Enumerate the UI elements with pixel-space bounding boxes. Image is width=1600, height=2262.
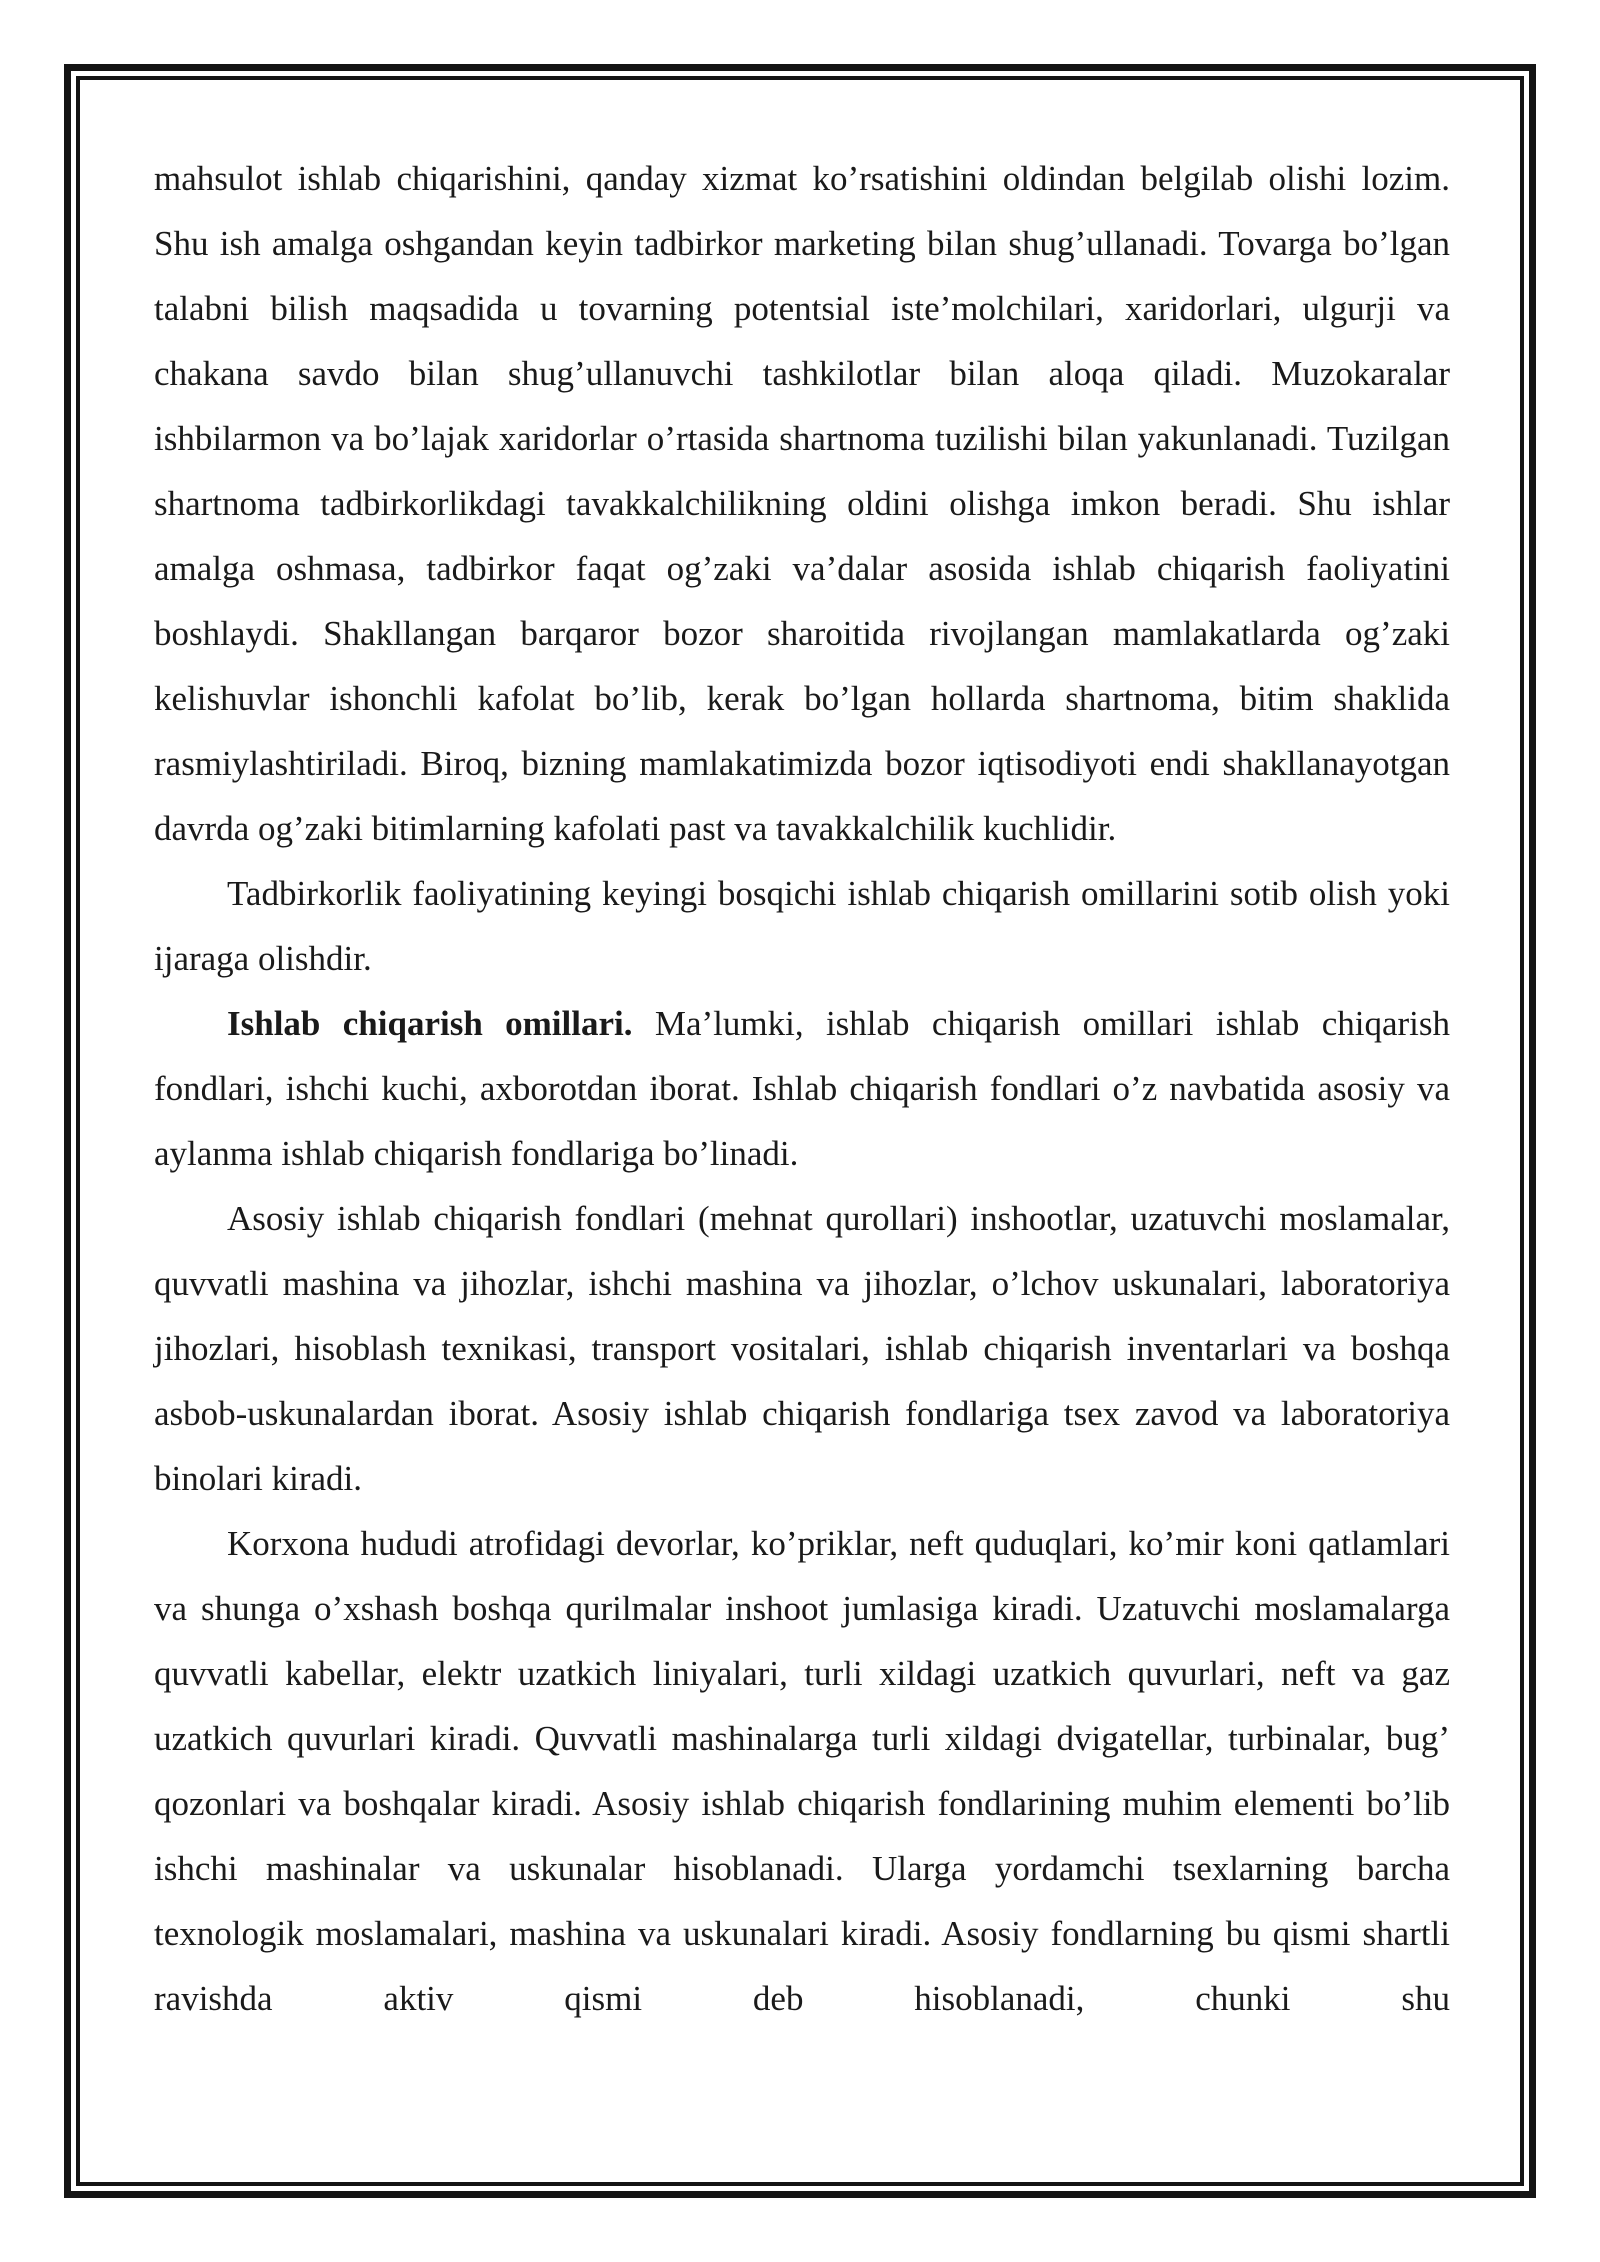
paragraph-2-text: Tadbirkorlik faoliyatining keyingi bosqichi ishlab chiqarish omillarini sotib olish yoki ijaraga olishdir. (154, 874, 1450, 978)
paragraph-5-text: Korxona hududi atrofidagi devorlar, ko’priklar, neft quduqlari, ko’mir koni qatlamlari va shunga o’xshash boshqa qurilmalar inshoot jumlasiga kiradi. Uzatuvchi moslamalarga quvvatli kabellar, elektr uzatkich liniyalari, turli xildagi uzatkich quvurlari, neft va gaz uzatkich quvurlari kiradi. Quvvatli mashinalarga turli xildagi dvigatellar, turbinalar, bug’ qozonlari va boshqalar kiradi. Asosiy ishlab chiqarish fondlarining muhim elementi bo’lib ishchi mashinalar va uskunalar hisoblanadi. Ularga yordamchi tsexlarning barcha texnologik moslamalari, mashina va uskunalari kiradi. Asosiy fondlarning bu qismi shartli ravishda aktiv qismi deb hisoblanadi, chunki shu (154, 1524, 1450, 2018)
page-body (154, 146, 1450, 2031)
paragraph-3 (154, 991, 1450, 1186)
paragraph-1-text: mahsulot ishlab chiqarishini, qanday xizmat ko’rsatishini oldindan belgilab olishi lozim. Shu ish amalga oshgandan keyin tadbirkor marketing bilan shug’ullanadi. Tovarga bo’lgan talabni bilish maqsadida u tovarning potentsial iste’molchilari, xaridorlari, ulgurji va chakana savdo bilan shug’ullanuvchi tashkilotlar bilan aloqa qiladi. Muzokaralar ishbilarmon va bo’lajak xaridorlar o’rtasida shartnoma tuzilishi bilan yakunlanadi. Tuzilgan shartnoma tadbirkorlikdagi tavakkalchilikning oldini olishga imkon beradi. Shu ishlar amalga oshmasa, tadbirkor faqat og’zaki va’dalar asosida ishlab chiqarish faoliyatini boshlaydi. Shakllangan barqaror bozor sharoitida rivojlangan mamlakatlarda og’zaki kelishuvlar ishonchli kafolat bo’lib, kerak bo’lgan hollarda shartnoma, bitim shaklida rasmiylashtiriladi. Biroq, bizning mamlakatimizda bozor iqtisodiyoti endi shakllanayotgan davrda og’zaki bitimlarning kafolati past va tavakkalchilik kuchlidir. (154, 159, 1450, 848)
paragraph-3-text: Ma’lumki, ishlab chiqarish omillari ishlab chiqarish fondlari, ishchi kuchi, axborotdan iborat. Ishlab chiqarish fondlari o’z navbatida asosiy va aylanma ishlab chiqarish fondlariga bo’linadi. (154, 1004, 1450, 1173)
paragraph-4 (154, 1186, 1450, 1511)
paragraph-1 (154, 146, 1450, 861)
paragraph-3-heading: Ishlab chiqarish omillari. (227, 1004, 633, 1043)
paragraph-5 (154, 1511, 1450, 2031)
paragraph-2 (154, 861, 1450, 991)
paragraph-4-text: Asosiy ishlab chiqarish fondlari (mehnat qurollari) inshootlar, uzatuvchi moslamalar, quvvatli mashina va jihozlar, ishchi mashina va jihozlar, o’lchov uskunalari, laboratoriya jihozlari, hisoblash texnikasi, transport vositalari, ishlab chiqarish inventarlari va boshqa asbob-uskunalardan iborat. Asosiy ishlab chiqarish fondlariga tsex zavod va laboratoriya binolari kiradi. (154, 1199, 1450, 1498)
